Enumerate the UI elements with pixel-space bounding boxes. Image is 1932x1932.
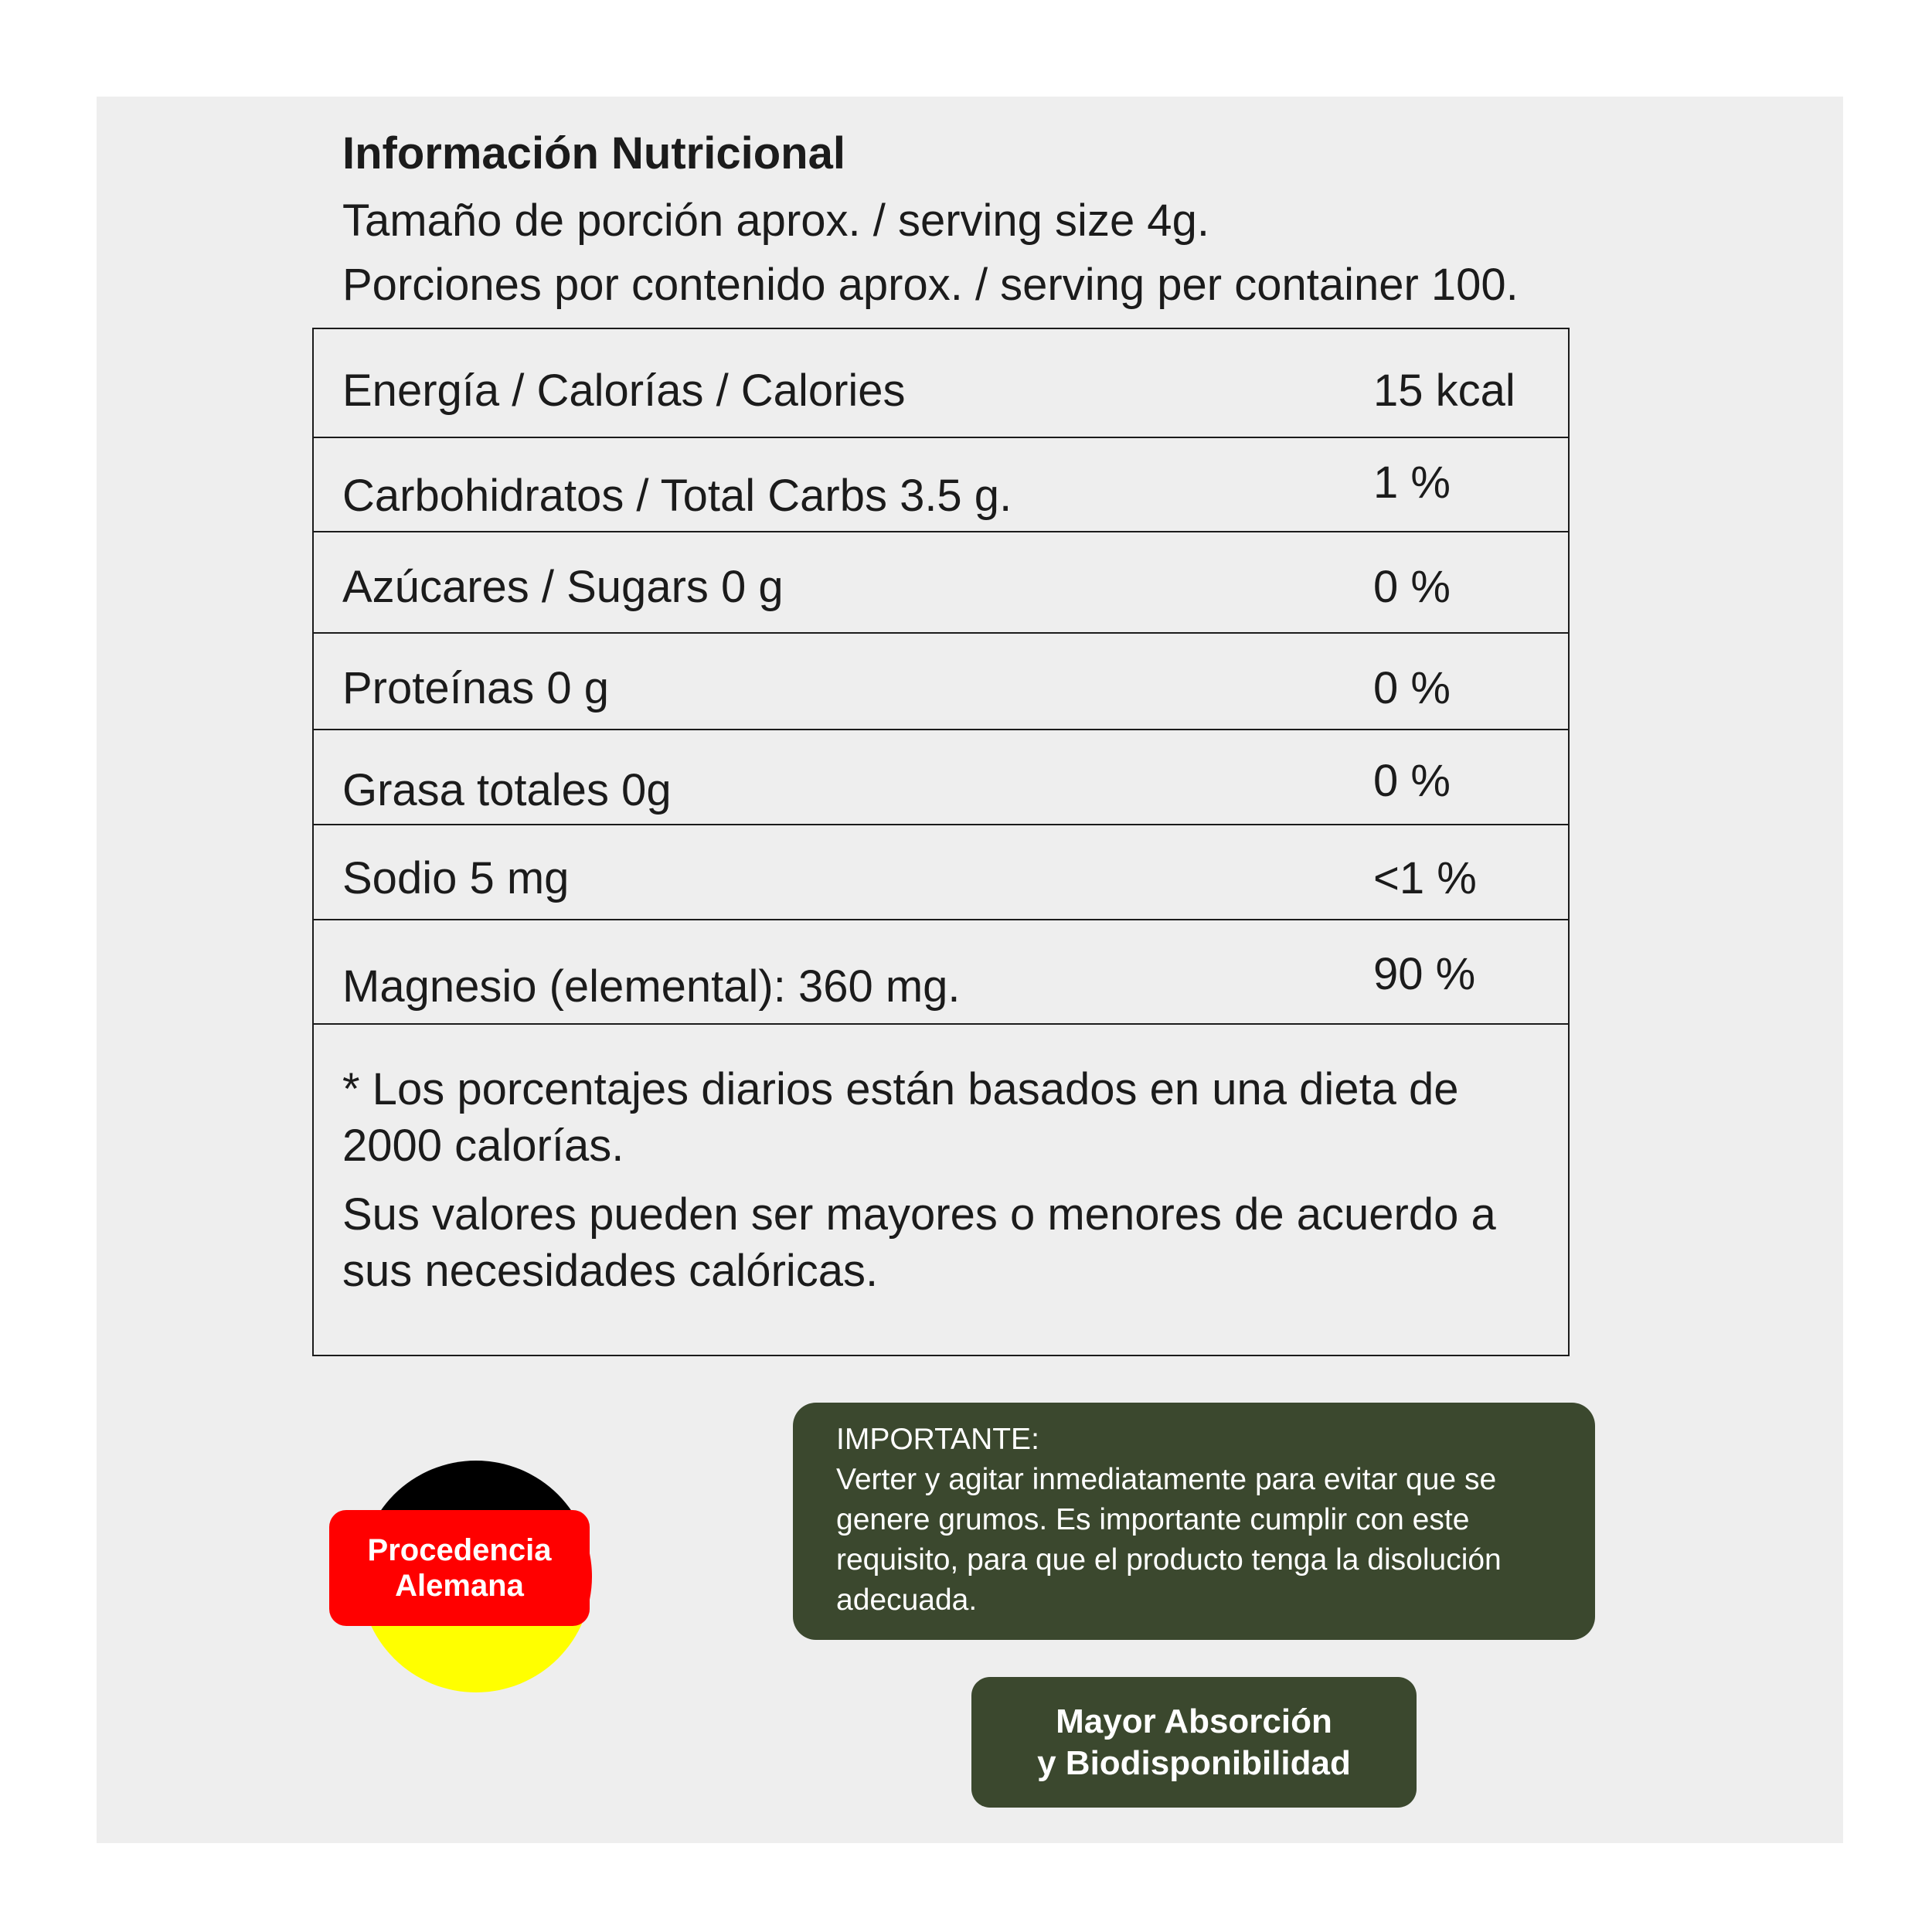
nutrition-row (314, 329, 1568, 438)
origin-label-line1: Procedencia (367, 1533, 552, 1567)
nutrition-row (314, 730, 1568, 825)
serving-size: Tamaño de porción aprox. / serving size 4g. (342, 196, 1209, 246)
important-note-title: IMPORTANTE: (836, 1423, 1039, 1456)
nutrient-value: 0 % (1373, 562, 1451, 612)
origin-label-line2: Alemana (395, 1569, 524, 1603)
absorption-line2: y Biodisponibilidad (1037, 1743, 1351, 1782)
nutrient-label: Proteínas 0 g (342, 663, 609, 713)
page-title: Información Nutricional (342, 128, 845, 179)
nutrient-value: 15 kcal (1373, 366, 1515, 416)
nutrition-row (314, 634, 1568, 730)
origin-label (329, 1510, 590, 1626)
servings-per-container: Porciones por contenido aprox. / serving per container 100. (342, 260, 1519, 310)
nutrition-row (314, 532, 1568, 634)
nutrition-table (312, 328, 1570, 1356)
nutrient-value: 90 % (1373, 949, 1476, 999)
nutrition-row (314, 825, 1568, 920)
nutrient-label: Grasa totales 0g (342, 765, 672, 815)
origin-badge (329, 1461, 590, 1696)
nutrient-label: Magnesio (elemental): 360 mg. (342, 961, 961, 1012)
absorption-line1: Mayor Absorción (1056, 1702, 1332, 1740)
important-note-text: Verter y agitar inmediatamente para evitar que se genere grumos. Es importante cumplir con este requisito, para que el producto tenga la disolución adecuada. (836, 1463, 1502, 1617)
absorption-pill (971, 1677, 1417, 1808)
nutrient-label: Energía / Calorías / Calories (342, 366, 906, 416)
nutrition-row (314, 438, 1568, 532)
daily-values-footnote: * Los porcentajes diarios están basados en una dieta de 2000 calorías. (342, 1064, 1459, 1171)
needs-disclaimer: Sus valores pueden ser mayores o menores de acuerdo a sus necesidades calóricas. (342, 1189, 1496, 1296)
important-note (793, 1403, 1595, 1640)
nutrition-row (314, 920, 1568, 1025)
nutrient-value: 0 % (1373, 756, 1451, 806)
nutrient-value: 0 % (1373, 663, 1451, 713)
nutrient-value: <1 % (1373, 853, 1477, 903)
nutrient-label: Sodio 5 mg (342, 853, 570, 903)
nutrient-label: Carbohidratos / Total Carbs 3.5 g. (342, 471, 1012, 521)
nutrient-label: Azúcares / Sugars 0 g (342, 562, 784, 612)
nutrient-value: 1 % (1373, 457, 1451, 508)
